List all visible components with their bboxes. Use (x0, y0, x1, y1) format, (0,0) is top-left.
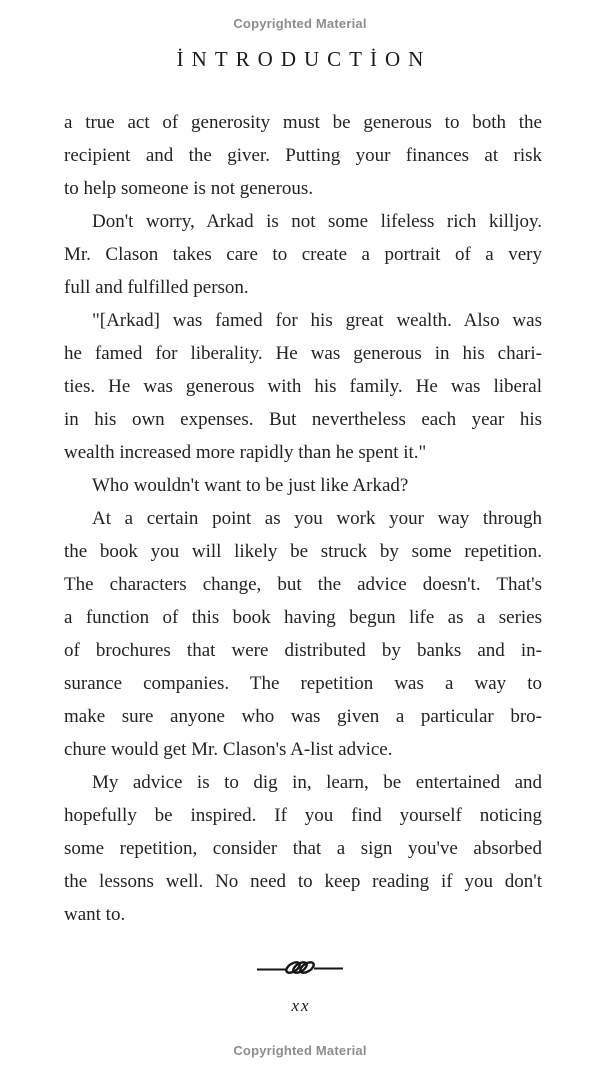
paragraph (64, 469, 542, 502)
paragraph (64, 205, 542, 304)
rope-twist-icon (255, 958, 345, 978)
text-line: full and fulfilled person. (64, 277, 249, 298)
text-line: want to. (64, 904, 126, 925)
text-line: At a certain point as you work your way through (92, 508, 542, 529)
text-line: wealth increased more rapidly than he spent it." (64, 442, 427, 463)
section-divider (0, 958, 600, 978)
text-line: chure would get Mr. Clason's A-list advice. (64, 739, 393, 760)
text-line: Don't worry, Arkad is not some lifeless rich killjoy. (92, 211, 542, 232)
text-line: Who wouldn't want to be just like Arkad? (92, 475, 409, 496)
copyright-notice-top: Copyrighted Material (233, 16, 367, 31)
text-line: Mr. Clason takes care to create a portrait of a very (64, 244, 542, 265)
page-number: xx (291, 996, 311, 1015)
text-line: a function of this book having begun life as a series (64, 607, 542, 628)
text-line: The characters change, but the advice doesn't. That's (64, 574, 542, 595)
text-line: of brochures that were distributed by banks and in- (64, 640, 542, 661)
text-line: the lessons well. No need to keep reading if you don't (64, 871, 542, 892)
copyright-notice-bottom: Copyrighted Material (233, 1043, 367, 1058)
text-line: make sure anyone who was given a particular bro- (64, 706, 542, 727)
body-text (64, 106, 542, 931)
text-line: some repetition, consider that a sign you've absorbed (64, 838, 542, 859)
text-line: recipient and the giver. Putting your finances at risk (64, 145, 542, 166)
text-line: hopefully be inspired. If you find yourself noticing (64, 805, 542, 826)
text-line: surance companies. The repetition was a way to (64, 673, 542, 694)
paragraph (64, 502, 542, 766)
text-line: a true act of generosity must be generous to both the (64, 112, 542, 133)
text-line: ties. He was generous with his family. He was liberal (64, 376, 542, 397)
text-line: the book you will likely be struck by some repetition. (64, 541, 542, 562)
paragraph (64, 304, 542, 469)
paragraph (64, 766, 542, 931)
chapter-heading: İNTRODUCTİON (176, 47, 432, 71)
text-line: "[Arkad] was famed for his great wealth. Also was (92, 310, 542, 331)
text-line: to help someone is not generous. (64, 178, 314, 199)
text-line: he famed for liberality. He was generous in his chari- (64, 343, 542, 364)
text-line: My advice is to dig in, learn, be entertained and (92, 772, 542, 793)
text-line: in his own expenses. But nevertheless each year his (64, 409, 542, 430)
paragraph (64, 106, 542, 205)
